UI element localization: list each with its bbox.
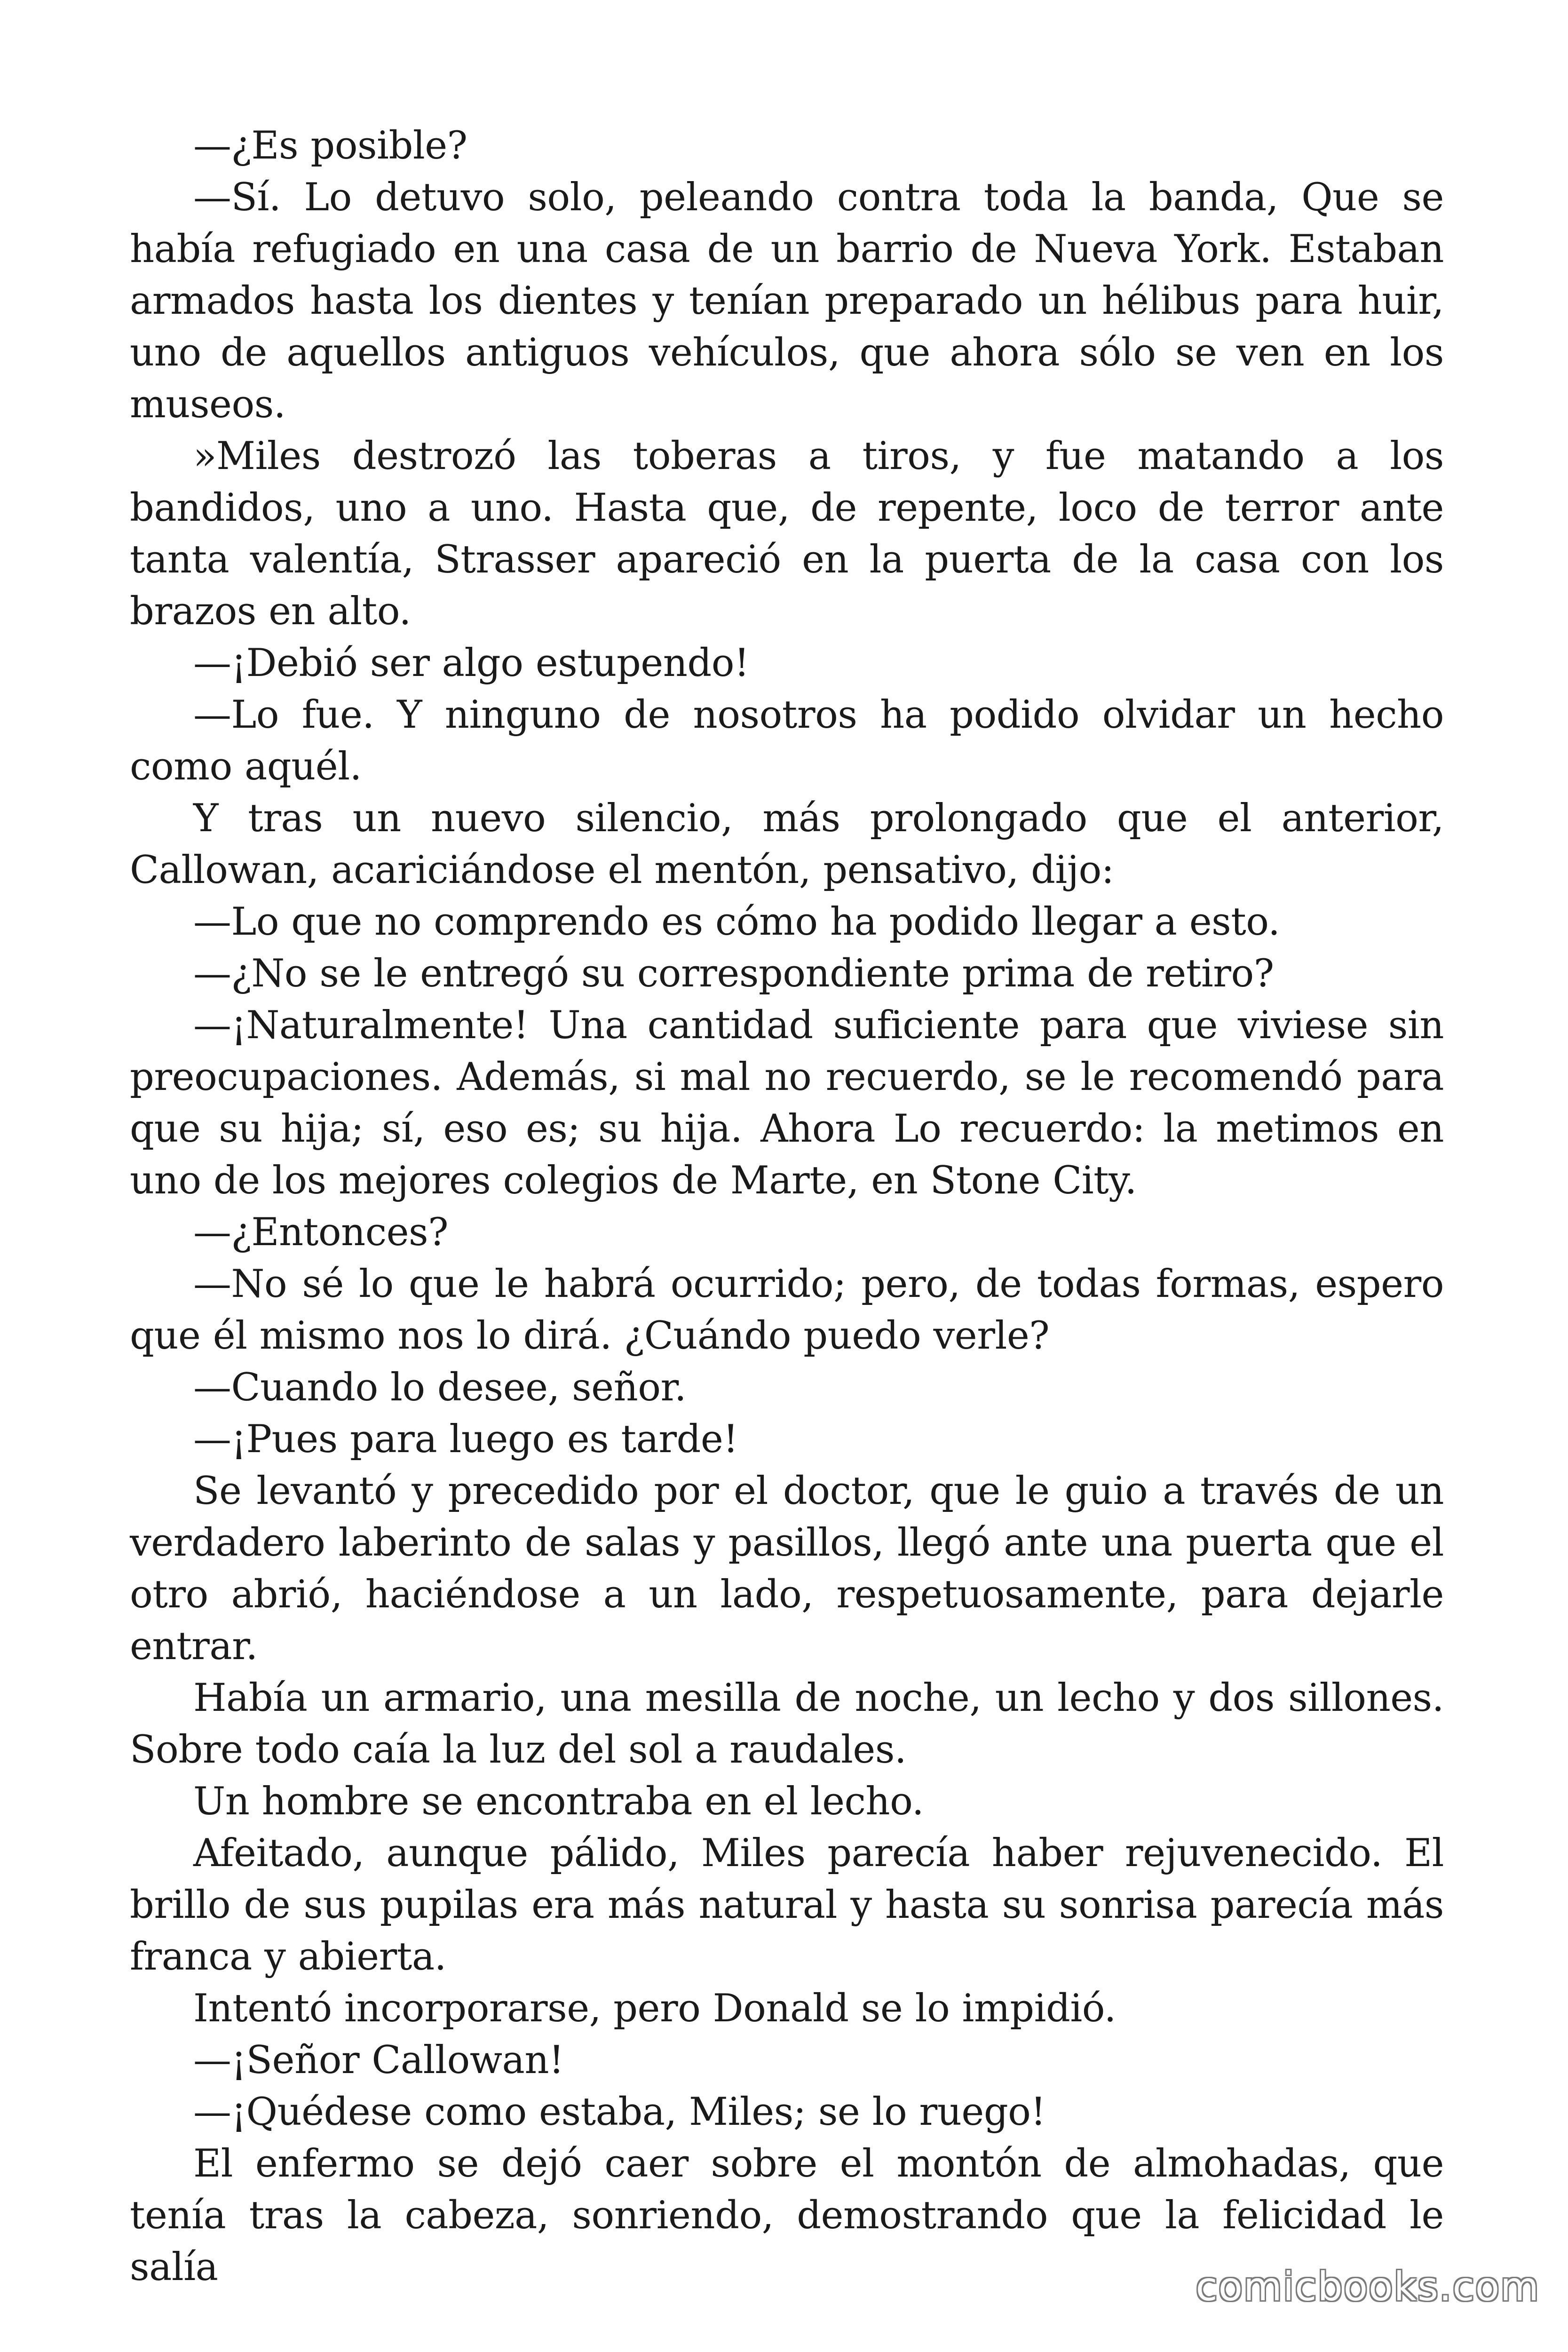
paragraph: —Cuando lo desee, señor. <box>193 1366 687 1410</box>
paragraph: —¿Entonces? <box>193 1210 449 1255</box>
paragraph: —No sé lo que le habrá ocurrido; pero, de todas formas, espero que él mismo nos lo dirá. ¿Cuándo puedo verle? <box>130 1262 1444 1358</box>
paragraph: —¡Debió ser algo estupendo! <box>193 641 750 685</box>
paragraph: Afeitado, aunque pálido, Miles parecía haber rejuvenecido. El brillo de sus pupilas era más natural y hasta su sonrisa parecía más franca y abierta. <box>130 1831 1444 1979</box>
paragraph: —¿No se le entregó su correspondiente prima de retiro? <box>193 952 1274 996</box>
paragraph: —¿Es posible? <box>193 124 467 168</box>
paragraph: —Lo que no comprendo es cómo ha podido llegar a esto. <box>193 900 1280 944</box>
paragraph: Y tras un nuevo silencio, más prolongado que el anterior, Callowan, acariciándose el mentón, pensativo, dijo: <box>130 796 1444 892</box>
watermark-logo: comicbooks.com <box>1196 2264 1540 2310</box>
paragraph: —Sí. Lo detuvo solo, peleando contra toda la banda, Que se había refugiado en una casa de un barrio de Nueva York. Estaban armados hasta los dientes y tenían preparado un hélibus para huir, uno de aquellos antiguos vehículos, que ahora sólo se ven en los museos. <box>130 175 1444 427</box>
paragraph: Se levantó y precedido por el doctor, que le guio a través de un verdadero laberinto de salas y pasillos, llegó ante una puerta que el otro abrió, haciéndose a un lado, respetuosamente, para dejarle entrar. <box>130 1469 1444 1669</box>
paragraph: Intentó incorporarse, pero Donald se lo impidió. <box>193 1986 1116 2031</box>
book-page <box>130 120 1444 2293</box>
paragraph: El enfermo se dejó caer sobre el montón de almohadas, que tenía tras la cabeza, sonriendo, demostrando que la felicidad le salía <box>130 2142 1444 2289</box>
paragraph: —¡Quédese como estaba, Miles; se lo ruego! <box>193 2090 1046 2134</box>
paragraph: —¡Naturalmente! Una cantidad suficiente para que viviese sin preocupaciones. Además, si mal no recuerdo, se le recomendó para que su hija; sí, eso es; su hija. Ahora Lo recuerdo: la metimos en uno de los mejores colegios de Marte, en Stone City. <box>130 1003 1444 1203</box>
paragraph: —¡Señor Callowan! <box>193 2038 564 2082</box>
paragraph: —Lo fue. Y ninguno de nosotros ha podido olvidar un hecho como aquél. <box>130 693 1444 789</box>
paragraph: Había un armario, una mesilla de noche, un lecho y dos sillones. Sobre todo caía la luz del sol a raudales. <box>130 1676 1444 1772</box>
paragraph: »Miles destrozó las toberas a tiros, y fue matando a los bandidos, uno a uno. Hasta que, de repente, loco de terror ante tanta valentía, Strasser apareció en la puerta de la casa con los brazos en alto. <box>130 434 1444 634</box>
paragraph: —¡Pues para luego es tarde! <box>193 1417 738 1462</box>
paragraph: Un hombre se encontraba en el lecho. <box>193 1780 924 1824</box>
